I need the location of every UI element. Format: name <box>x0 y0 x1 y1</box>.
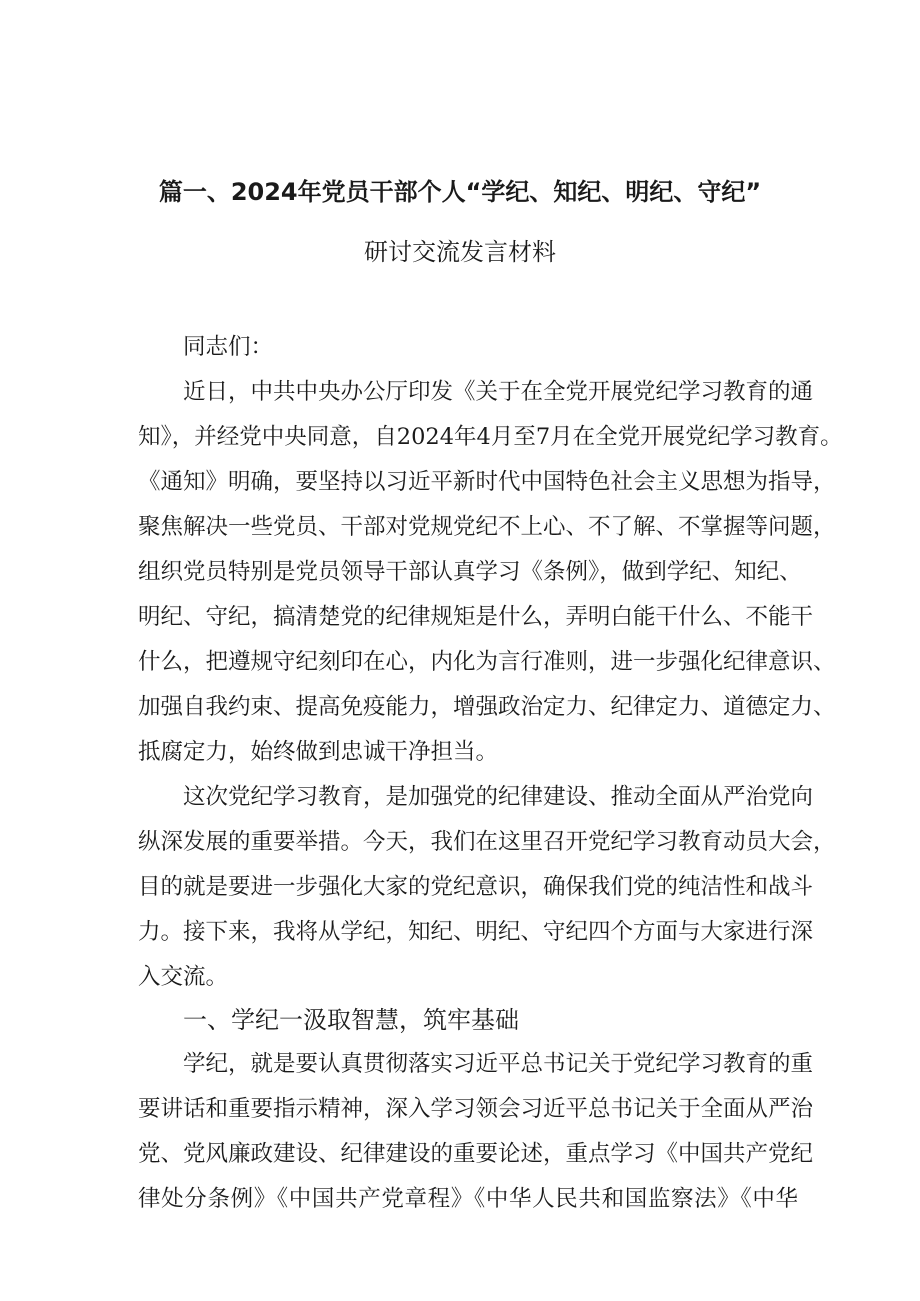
paragraph-2-line-1: 这次党纪学习教育，是加强党的纪律建设、推动全面从严治党向 <box>183 784 814 810</box>
paragraph-1-line-8: 加强自我约束、提高免疫能力，增强政治定力、纪律定力、道德定力、 <box>138 694 836 720</box>
paragraph-2-line-3: 目的就是要进一步强化大家的党纪意识，确保我们党的纯洁性和战斗 <box>138 874 814 900</box>
paragraph-3-line-3: 党、党风廉政建设、纪律建设的重要论述，重点学习《中国共产党纪 <box>138 1141 814 1167</box>
paragraph-1-line-2: 知》，并经党中央同意，自2024年4月至7月在全党开展党纪学习教育。 <box>138 424 843 450</box>
paragraph-3-line-4: 律处分条例》《中国共产党章程》《中华人民共和国监察法》《中华 <box>138 1186 798 1212</box>
paragraph-3-line-2: 要讲话和重要指示精神，深入学习领会习近平总书记关于全面从严治 <box>138 1096 814 1122</box>
paragraph-2-line-2: 纵深发展的重要举措。今天，我们在这里召开党纪学习教育动员大会， <box>138 829 836 855</box>
paragraph-1-line-1: 近日，中共中央办公厅印发《关于在全党开展党纪学习教育的通 <box>183 379 814 405</box>
paragraph-1-line-3: 《通知》明确，要坚持以习近平新时代中国特色社会主义思想为指导， <box>138 469 836 495</box>
salutation: 同志们： <box>183 334 274 360</box>
paragraph-1-line-6: 明纪、守纪，搞清楚党的纪律规矩是什么，弄明白能干什么、不能干 <box>138 604 814 630</box>
paragraph-2-line-4: 力。接下来，我将从学纪，知纪、明纪、守纪四个方面与大家进行深 <box>138 919 814 945</box>
paragraph-1-line-5: 组织党员特别是党员领导干部认真学习《条例》，做到学纪、知纪、 <box>138 559 802 585</box>
paragraph-3-line-1: 学纪，就是要认真贯彻落实习近平总书记关于党纪学习教育的重 <box>183 1051 814 1077</box>
paragraph-1-line-4: 聚焦解决一些党员、干部对党规党纪不上心、不了解、不掌握等问题， <box>138 514 836 540</box>
document-title-line-1: 篇一、2024年党员干部个人“学纪、知纪、明纪、守纪” <box>158 178 762 206</box>
section-heading: 一、学纪一汲取智慧，筑牢基础 <box>183 1006 519 1034</box>
paragraph-2-line-5: 入交流。 <box>138 964 229 990</box>
paragraph-1-line-9: 抵腐定力，始终做到忠诚干净担当。 <box>138 739 499 765</box>
paragraph-1-line-7: 什么，把遵规守纪刻印在心，内化为言行准则，进一步强化纪律意识、 <box>138 649 836 675</box>
document-title-line-2: 研讨交流发言材料 <box>364 238 556 266</box>
